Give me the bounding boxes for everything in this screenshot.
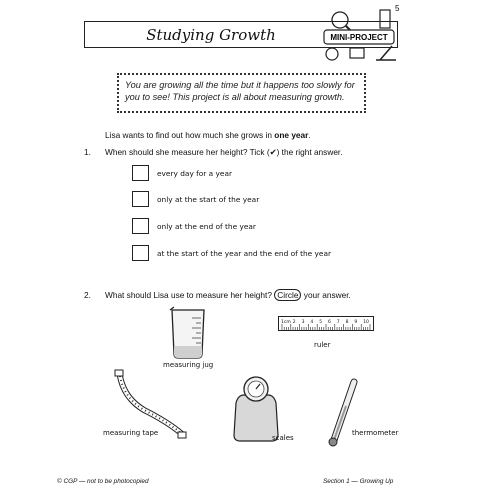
ruler-number: 8 <box>345 320 349 325</box>
page-title: Studying Growth <box>146 26 276 44</box>
option-checkbox-3[interactable] <box>132 218 149 234</box>
option-label-4: at the start of the year and the end of the year <box>157 249 332 258</box>
label-ruler: ruler <box>314 341 331 349</box>
measuring-jug-icon[interactable] <box>168 306 212 362</box>
footer-section: Section 1 — Growing Up <box>323 478 394 485</box>
footer-copyright: © CGP — not to be photocopied <box>57 478 149 485</box>
option-checkbox-2[interactable] <box>132 191 149 207</box>
thermometer-icon[interactable] <box>326 378 360 450</box>
flask-icon <box>380 10 390 28</box>
label-thermometer: thermometer <box>352 429 399 437</box>
option-checkbox-4[interactable] <box>132 245 149 261</box>
ruler-number: 4 <box>310 320 314 325</box>
q2-text: What should Lisa use to measure her height? Circle your answer. <box>105 290 351 300</box>
ruler-icon[interactable] <box>278 316 374 332</box>
q2-number: 2. <box>84 290 91 300</box>
option-checkbox-1[interactable] <box>132 165 149 181</box>
intro-box: You are growing all the time but it happens too slowly for you to see! This project is all about measuring growth. <box>117 73 366 113</box>
ruler-number: 5 <box>319 320 323 325</box>
page-number: 5 <box>395 4 400 13</box>
mini-project-badge <box>322 8 400 64</box>
ruler-number: 6 <box>328 320 331 325</box>
calendar-icon <box>350 48 364 58</box>
globe-icon <box>326 48 338 60</box>
q1-text: When should she measure her height? Tick (✔) the right answer. <box>105 147 343 157</box>
ruler-number: 10 <box>363 320 369 325</box>
ruler-number: 9 <box>354 320 358 325</box>
ruler-number: 7 <box>336 320 340 325</box>
badge-label: MINI-PROJECT <box>330 33 388 42</box>
label-scales: scales <box>272 434 294 442</box>
microscope-icon <box>380 46 392 60</box>
option-label-2: only at the start of the year <box>157 195 260 204</box>
label-measuring-jug: measuring jug <box>163 361 214 369</box>
option-label-1: every day for a year <box>157 169 233 178</box>
ruler-number: 1cm <box>281 320 291 325</box>
q1-number: 1. <box>84 147 91 157</box>
ruler-number: 2 <box>292 320 296 325</box>
option-label-3: only at the end of the year <box>157 222 256 231</box>
lead-text: Lisa wants to find out how much she grows in one year. <box>105 130 311 140</box>
magnifier-icon <box>332 12 348 28</box>
ruler-number: 3 <box>301 320 305 325</box>
label-measuring-tape: measuring tape <box>103 429 159 437</box>
